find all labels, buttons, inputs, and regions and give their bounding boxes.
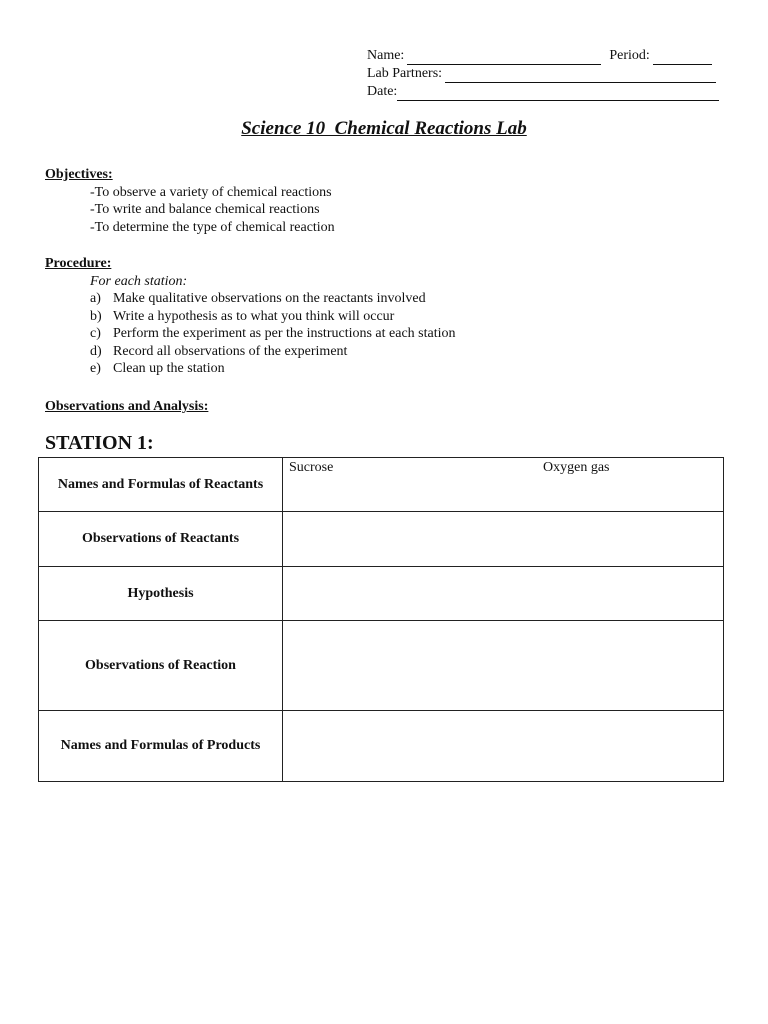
table-row — [39, 567, 724, 621]
step-letter: b) — [90, 308, 102, 324]
lab-partners-label: Lab Partners: — [367, 66, 443, 81]
table-row — [39, 711, 724, 782]
analysis-section — [45, 398, 208, 416]
observations-reaction-cell[interactable] — [283, 621, 724, 711]
observations-reactants-cell[interactable] — [283, 512, 724, 567]
row-label: Observations of Reactants — [39, 512, 283, 567]
step-text: Make qualitative observations on the reactants involved — [113, 291, 426, 306]
analysis-heading: Observations and Analysis: — [45, 399, 209, 414]
step-letter: c) — [90, 326, 101, 341]
procedure-step — [45, 343, 456, 361]
step-text: Perform the experiment as per the instructions at each station — [113, 326, 456, 341]
date-field[interactable] — [397, 86, 719, 101]
step-text: Clean up the station — [113, 361, 225, 376]
objectives-heading: Objectives: — [45, 167, 113, 182]
procedure-step — [45, 325, 456, 343]
station-table — [38, 457, 724, 782]
station-title: STATION 1: — [45, 432, 154, 454]
procedure-step — [45, 308, 456, 326]
lab-partners-line — [367, 65, 727, 83]
row-label: Observations of Reaction — [39, 621, 283, 711]
procedure-step — [45, 290, 456, 308]
objective-item: -To write and balance chemical reactions — [90, 202, 320, 217]
procedure-intro: For each station: — [90, 273, 188, 289]
procedure-section — [45, 255, 456, 378]
period-label: Period: — [609, 48, 650, 63]
products-cell[interactable] — [283, 711, 724, 782]
lab-partners-field[interactable] — [445, 68, 716, 83]
period-field[interactable] — [653, 50, 712, 65]
row-label: Names and Formulas of Reactants — [39, 458, 283, 512]
table-row — [39, 458, 724, 512]
hypothesis-cell[interactable] — [283, 567, 724, 621]
step-text: Write a hypothesis as to what you think will occur — [113, 308, 395, 324]
date-label: Date: — [367, 84, 398, 99]
step-letter: d) — [90, 343, 102, 359]
step-text: Record all observations of the experiment — [113, 343, 348, 359]
objective-item: -To determine the type of chemical reaction — [90, 219, 335, 235]
date-line — [367, 83, 727, 101]
student-info-header — [367, 47, 727, 101]
row-label: Hypothesis — [39, 567, 283, 621]
reactant-1: Sucrose — [289, 460, 334, 475]
name-line — [367, 47, 727, 65]
step-letter: a) — [90, 291, 101, 306]
procedure-step — [45, 360, 456, 378]
name-field[interactable] — [407, 50, 601, 65]
row-label: Names and Formulas of Products — [39, 711, 283, 782]
page-title: Science 10 Chemical Reactions Lab — [241, 118, 527, 139]
table-row — [39, 621, 724, 711]
step-letter: e) — [90, 361, 101, 376]
reactant-2: Oxygen gas — [543, 460, 610, 475]
table-row — [39, 512, 724, 567]
name-label: Name: — [367, 48, 405, 63]
objective-item: -To observe a variety of chemical reactions — [90, 184, 332, 200]
procedure-heading: Procedure: — [45, 256, 112, 271]
objectives-section — [45, 166, 335, 236]
reactants-cell[interactable] — [283, 458, 724, 512]
